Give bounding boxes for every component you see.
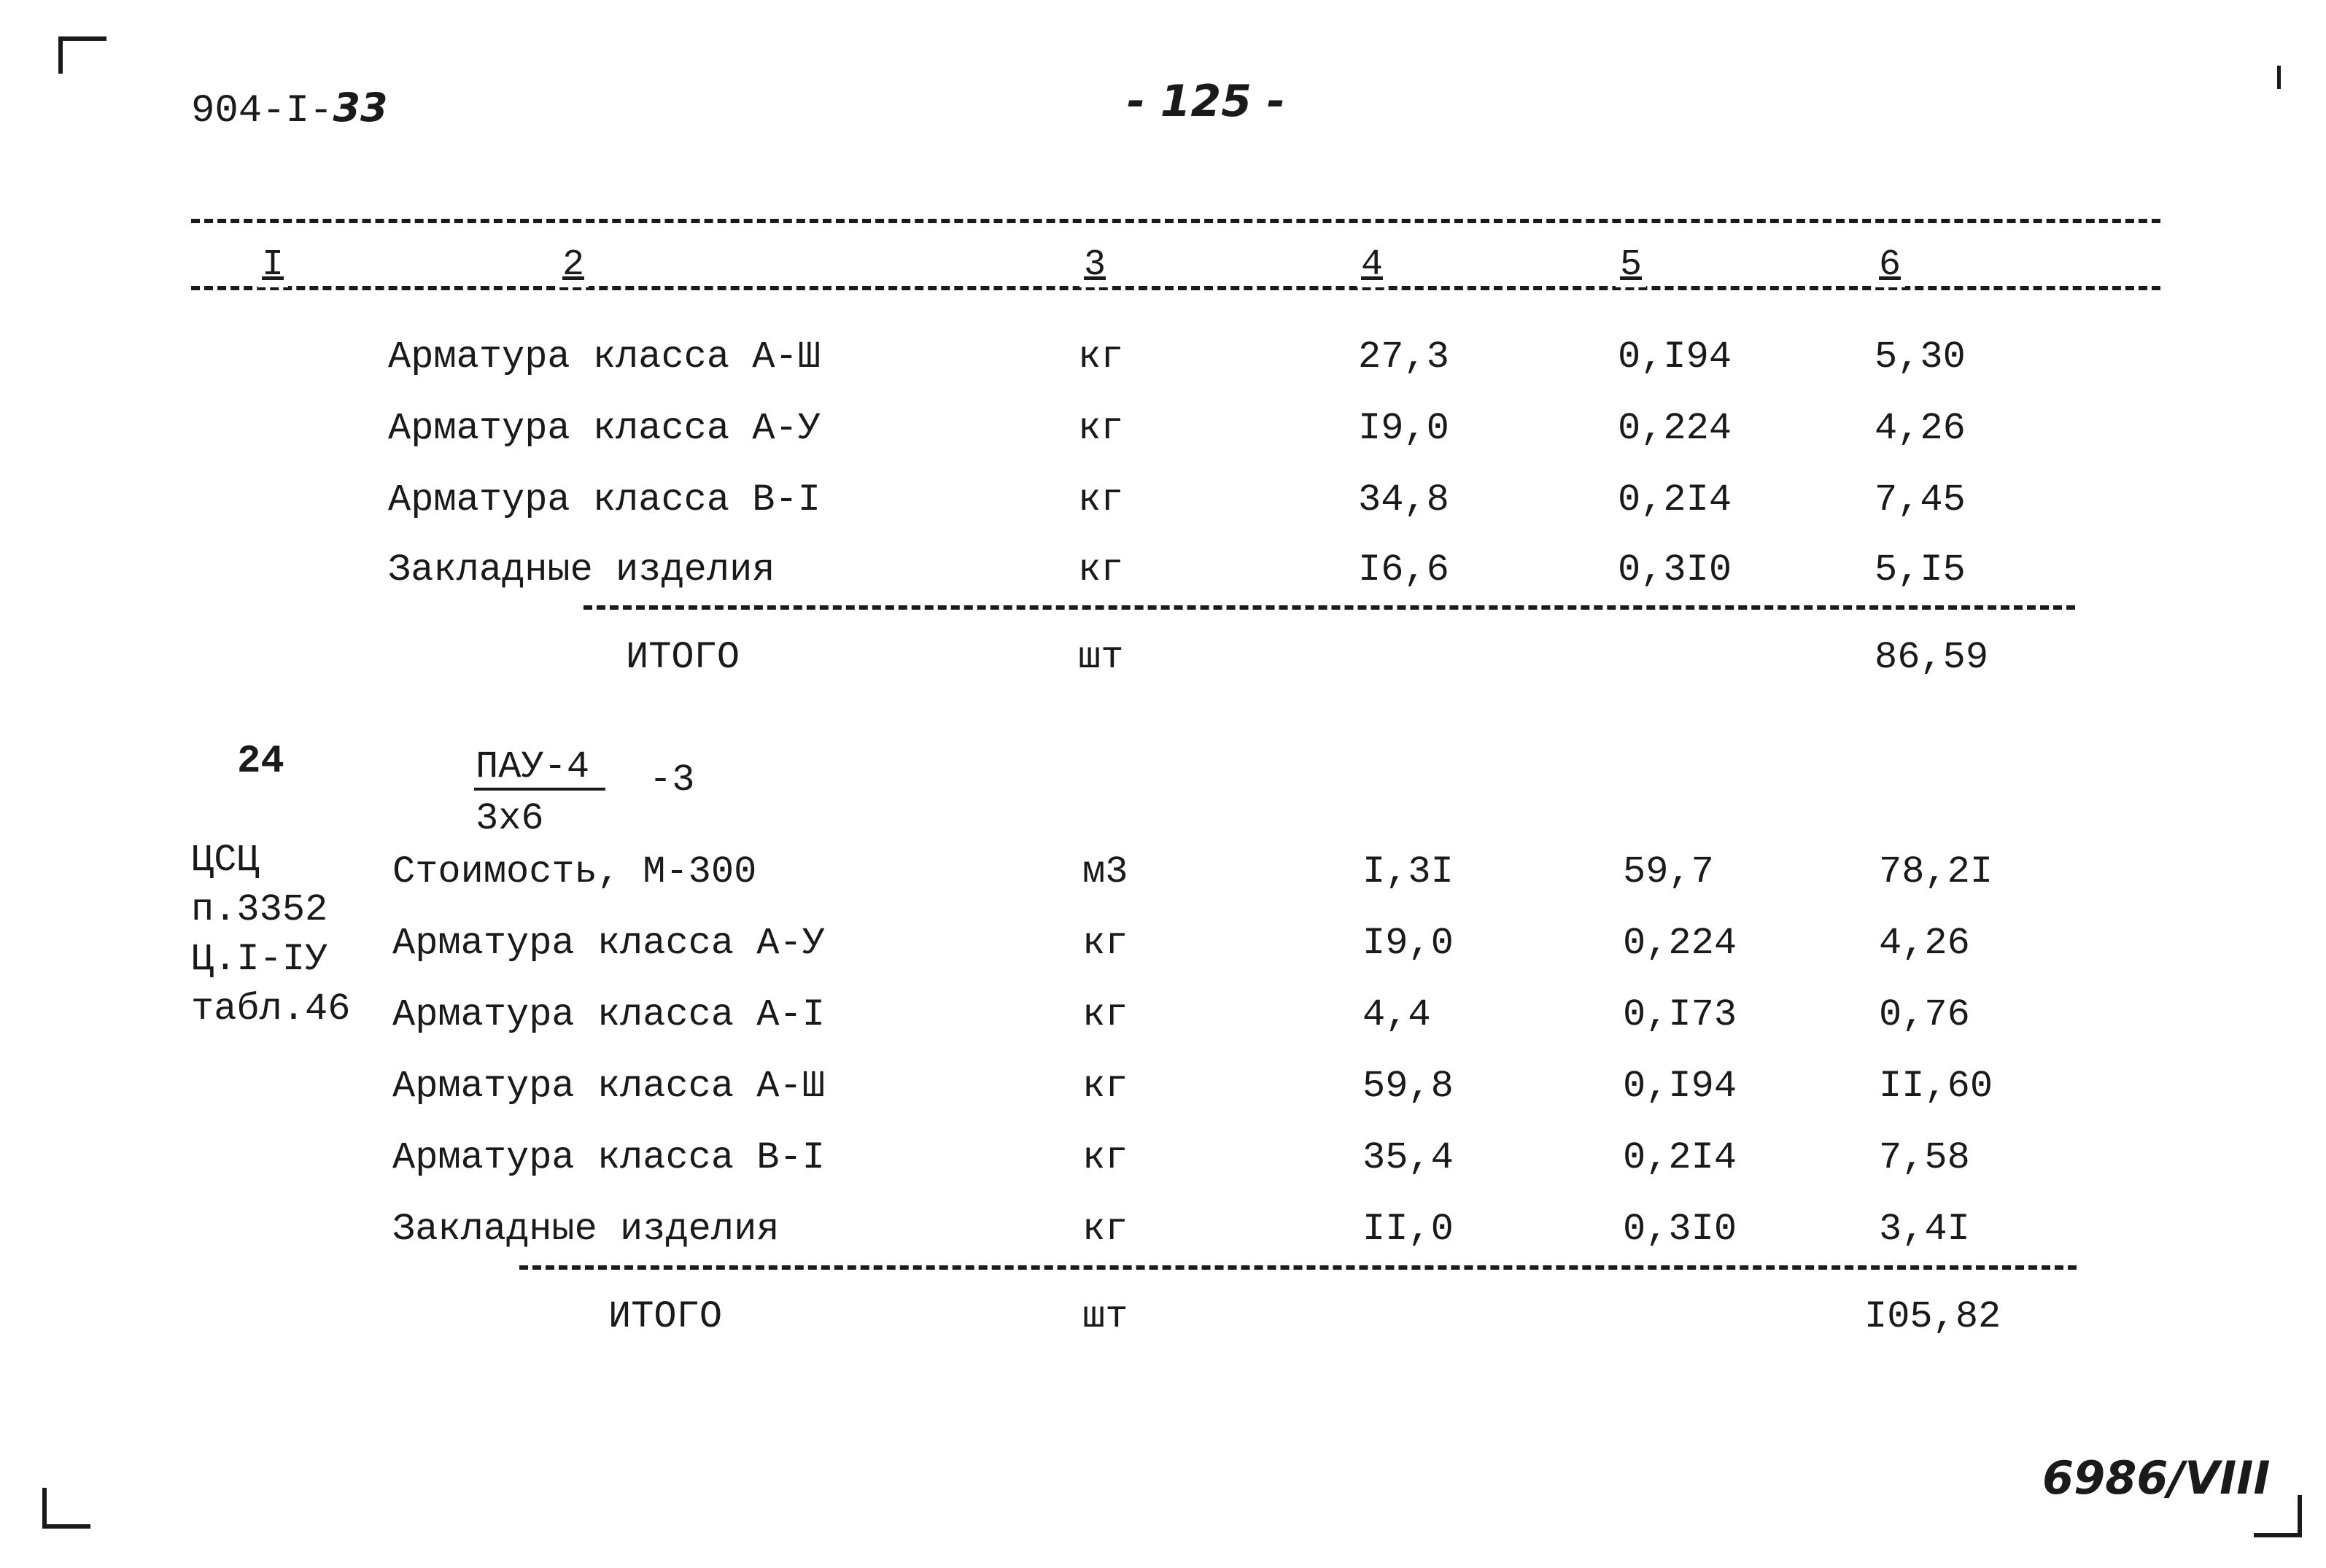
row-unit: кг <box>1082 1065 1128 1108</box>
total-value: 86,59 <box>1875 636 1989 679</box>
row-quantity: 27,3 <box>1358 335 1449 379</box>
header-rule-bottom <box>191 286 2160 290</box>
row-unit-price: 0,I94 <box>1618 335 1732 379</box>
reference-line-4: табл.46 <box>191 987 351 1031</box>
row-name: Арматура класса А-I <box>392 993 825 1036</box>
corner-mark-bottom-left <box>42 1488 90 1529</box>
row-unit-price: 0,3I0 <box>1618 548 1732 591</box>
item-name-suffix: -3 <box>649 758 695 802</box>
item-name-numerator: ПАУ-4 <box>476 745 590 788</box>
item-name-fraction-line <box>474 788 605 791</box>
item-number: 24 <box>237 740 284 784</box>
row-unit: кг <box>1082 922 1128 965</box>
archive-number: 6986/VIII <box>2042 1451 2271 1505</box>
row-name: Арматура класса В-I <box>392 1136 825 1179</box>
row-unit: кг <box>1082 1208 1128 1251</box>
total-value: I05,82 <box>1864 1295 2001 1338</box>
total-label: ИТОГО <box>608 1295 723 1338</box>
row-cost: 5,I5 <box>1875 548 1966 591</box>
column-number-3: 3 <box>1079 244 1110 287</box>
row-unit-price: 0,3I0 <box>1623 1208 1737 1251</box>
row-cost: 3,4I <box>1879 1208 1970 1251</box>
row-quantity: I9,0 <box>1358 407 1449 450</box>
row-cost: 0,76 <box>1879 993 1970 1036</box>
document-code-prefix: 904-I- <box>191 89 333 133</box>
row-quantity: 34,8 <box>1358 478 1449 521</box>
row-quantity: I,3I <box>1362 850 1454 893</box>
item-name-denominator: 3х6 <box>476 797 544 840</box>
row-quantity: I9,0 <box>1362 922 1454 965</box>
row-unit-price: 0,I94 <box>1623 1065 1737 1108</box>
subtotal-rule <box>519 1265 2077 1270</box>
reference-line-2: п.3352 <box>191 888 328 931</box>
row-cost: 7,45 <box>1875 478 1966 521</box>
document-code-suffix: 33 <box>333 85 388 131</box>
row-unit-price: 0,2I4 <box>1618 478 1732 521</box>
row-unit: кг <box>1082 993 1128 1036</box>
corner-mark-top-left <box>58 36 106 74</box>
total-label: ИТОГО <box>626 636 740 679</box>
row-unit: кг <box>1078 335 1124 379</box>
row-unit-price: 0,I73 <box>1623 993 1737 1036</box>
row-quantity: 59,8 <box>1362 1065 1454 1108</box>
row-quantity: 4,4 <box>1362 993 1431 1036</box>
total-unit: шт <box>1082 1295 1128 1338</box>
document-code <box>191 86 388 133</box>
row-cost: 78,2I <box>1879 850 1993 893</box>
header-rule-top <box>191 219 2160 223</box>
row-unit-price: 0,2I4 <box>1623 1136 1737 1179</box>
row-unit-price: 0,224 <box>1623 922 1737 965</box>
total-unit: шт <box>1078 636 1124 679</box>
row-unit-price: 0,224 <box>1618 407 1732 450</box>
row-unit: кг <box>1078 407 1124 450</box>
row-cost: 5,30 <box>1875 335 1966 379</box>
row-name: Закладные изделия <box>392 1208 780 1251</box>
row-unit: кг <box>1078 548 1124 591</box>
row-unit-price: 59,7 <box>1623 850 1714 893</box>
row-unit: кг <box>1082 1136 1128 1179</box>
row-quantity: II,0 <box>1362 1208 1454 1251</box>
row-name: Арматура класса А-Ш <box>388 335 821 379</box>
row-name: Закладные изделия <box>388 548 775 591</box>
column-number-4: 4 <box>1357 244 1387 287</box>
reference-line-1: ЦСЦ <box>191 839 260 882</box>
column-number-5: 5 <box>1616 244 1646 287</box>
reference-line-3: Ц.I-IУ <box>191 938 328 981</box>
row-quantity: I6,6 <box>1358 548 1449 591</box>
row-name: Арматура класса А-У <box>388 407 821 450</box>
row-cost: 4,26 <box>1875 407 1966 450</box>
row-cost: II,60 <box>1879 1065 1993 1108</box>
row-cost: 4,26 <box>1879 922 1970 965</box>
row-cost: 7,58 <box>1879 1136 1970 1179</box>
column-number-6: 6 <box>1875 244 1905 287</box>
row-name: Арматура класса А-Ш <box>392 1065 825 1108</box>
row-unit: м3 <box>1082 850 1128 893</box>
row-quantity: 35,4 <box>1362 1136 1454 1179</box>
corner-mark-top-right <box>2277 66 2281 89</box>
row-name: Арматура класса В-I <box>388 478 821 521</box>
column-number-2: 2 <box>558 244 589 287</box>
row-name: Стоимость, М-300 <box>392 850 757 893</box>
row-unit: кг <box>1078 478 1124 521</box>
row-name: Арматура класса А-У <box>392 922 825 965</box>
column-number-1: I <box>257 244 288 287</box>
page-number: - 125 - <box>1127 76 1285 127</box>
subtotal-rule <box>584 605 2075 610</box>
